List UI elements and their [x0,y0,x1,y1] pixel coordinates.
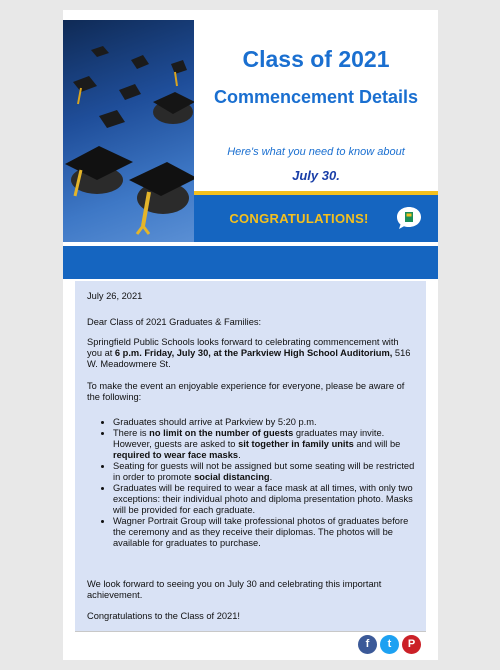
twitter-icon[interactable]: t [380,635,399,654]
list-item-bold: no limit on the number of guests [149,428,294,438]
newsletter-card [63,10,438,660]
list-item-bold: sit together in family units [238,439,354,449]
list-item-text: . [269,472,273,482]
list-item-bold: required to wear face masks [113,450,239,460]
list-item-text: . [238,450,241,460]
title-area [194,20,438,192]
graduation-caps-photo [63,20,194,242]
list-item-text: Wagner Portrait Group will take professional photos of graduates before the ceremony and as they receive their diplomas. The photos will be available for graduates to purchase. [113,516,409,548]
list-item-text: and will be [353,439,401,449]
letter-closing: We look forward to seeing you on July 30 and celebrating this important achievement. [87,579,382,600]
letter-intro [87,337,415,370]
intro-location: 6 p.m. Friday, July 30, at the Parkview High School Auditorium, [114,348,393,358]
blue-separator-bar [63,246,438,279]
list-item [113,483,417,516]
event-date: July 30. [292,168,340,183]
list-item-text: There is [113,428,150,438]
list-item-bold: social distancing [194,472,270,482]
letter-greeting: Dear Class of 2021 Graduates & Families: [87,317,262,327]
facebook-icon[interactable]: f [358,635,377,654]
letter-aware: To make the event an enjoyable experience for everyone, please be aware of the following: [87,381,405,402]
page-title: Class of 2021 [242,46,390,72]
letter-date: July 26, 2021 [87,291,143,301]
list-item-text: Graduates should arrive at Parkview by 5:20 p.m. [113,417,317,427]
list-item [113,461,417,483]
list-item [113,516,417,549]
congratulations-text: CONGRATULATIONS! [229,211,369,226]
list-item [113,417,417,428]
tagline: Here's what you need to know about [227,146,405,158]
congratulations-banner [194,195,438,242]
list-item-text: graduates may invite. However, guests are asked to [113,428,385,449]
list-item [113,428,417,461]
letter-body [75,281,426,631]
intro-address: 516 W. Meadowmere St. [87,348,411,369]
hero-banner [63,20,438,242]
letter-signoff: Congratulations to the Class of 2021! [87,611,240,621]
pinterest-icon[interactable]: P [402,635,421,654]
page-subtitle: Commencement Details [213,87,419,107]
intro-text: Springfield Public Schools looks forward to celebrating commencement with you at [87,337,399,358]
list-item-text: Graduates will be required to wear a face mask at all times, with only two exceptions: their individual photo and diploma presentation photo. Masks will be provided for each graduate. [113,483,413,515]
guidelines-list [101,417,417,549]
list-item-text: Seating for guests will not be assigned but some seating will be restricted in order to promote [113,461,415,482]
footer-divider [75,631,426,632]
chat-bubble-logo-icon [396,206,422,230]
